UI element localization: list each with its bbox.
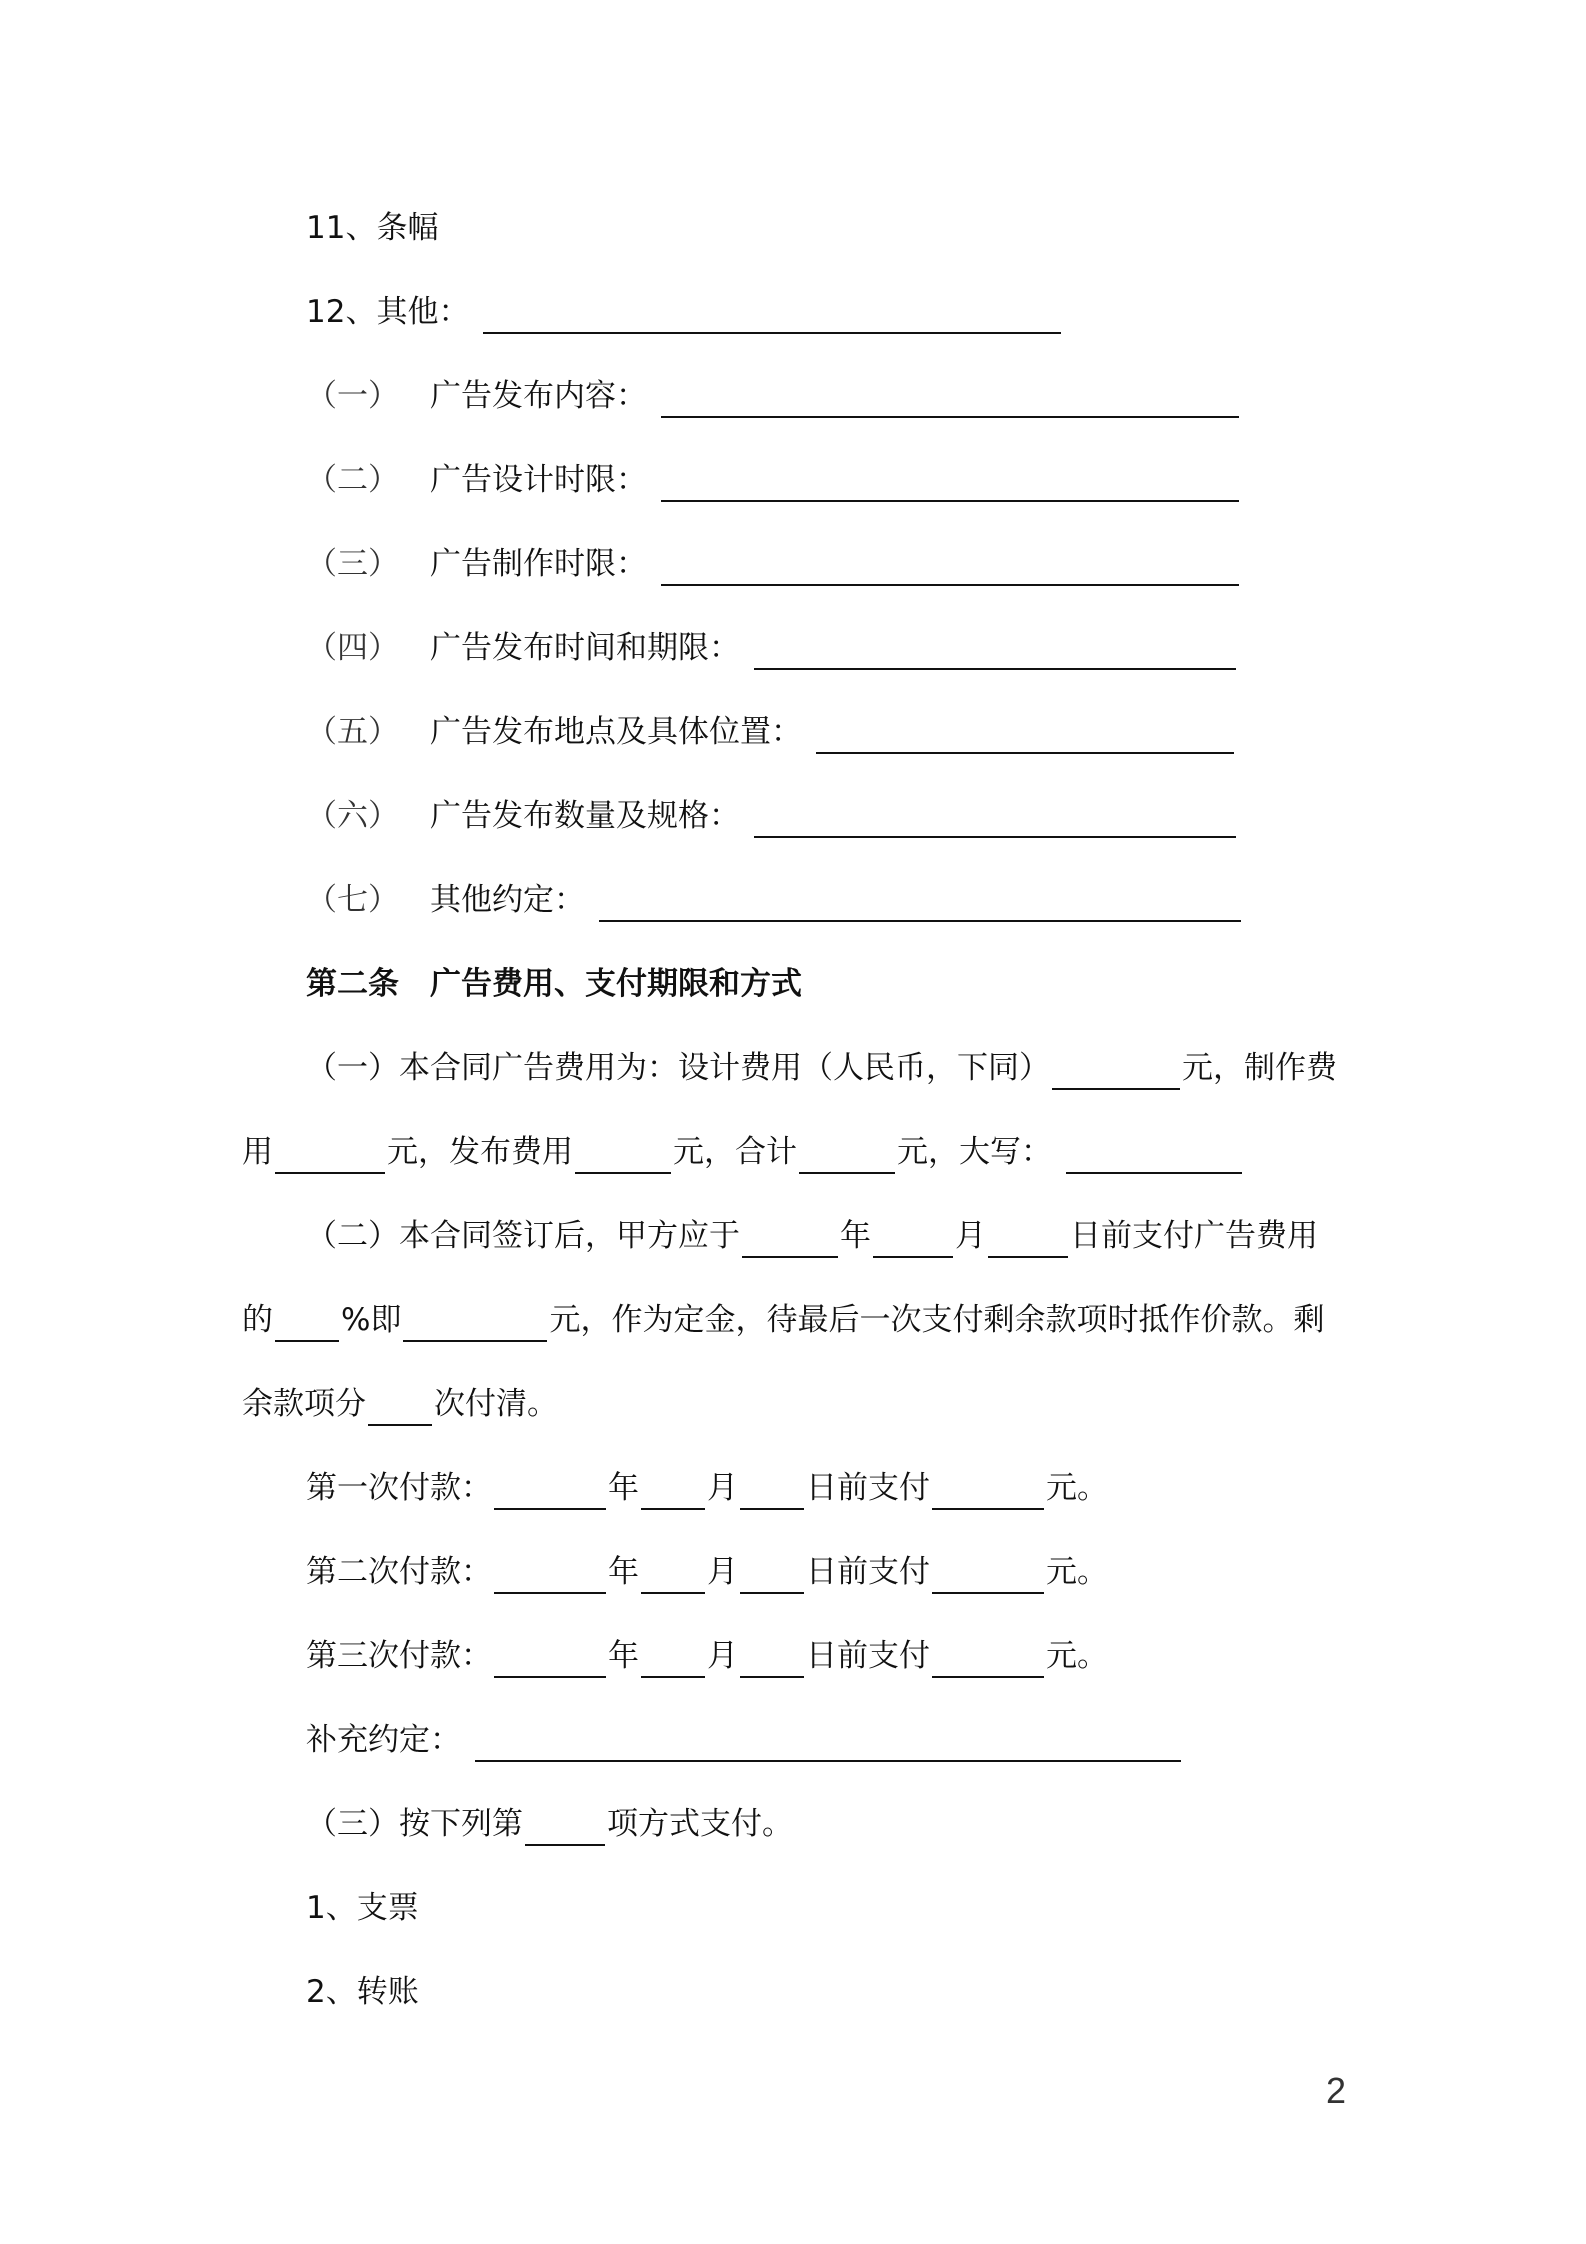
payment-day-blank[interactable] xyxy=(740,1472,804,1510)
method-check-label: 1、支票 xyxy=(306,1890,419,1926)
publish-fee-blank[interactable] xyxy=(575,1136,671,1174)
payment-day-blank[interactable] xyxy=(740,1556,804,1594)
sub-item-4 xyxy=(306,626,1236,670)
deposit-month-blank[interactable] xyxy=(873,1220,953,1258)
article-number: 第二条 xyxy=(306,966,399,1002)
deposit-paragraph-line-2 xyxy=(242,1298,1324,1342)
payment-year-blank[interactable] xyxy=(494,1640,606,1678)
payment-month-blank[interactable] xyxy=(641,1640,705,1678)
sub-item-label: 广告制作时限： xyxy=(430,546,647,582)
sub-item-label: 广告发布时间和期限： xyxy=(430,630,740,666)
payment-month-blank[interactable] xyxy=(641,1556,705,1594)
other-terms-blank[interactable] xyxy=(599,884,1241,922)
production-fee-blank[interactable] xyxy=(275,1136,385,1174)
quantity-blank[interactable] xyxy=(754,800,1236,838)
deposit-text: 月 xyxy=(955,1218,986,1254)
payment-label: 第二次付款： xyxy=(306,1554,492,1590)
supplement-label: 补充约定： xyxy=(306,1722,461,1758)
payment-year-blank[interactable] xyxy=(494,1472,606,1510)
deposit-text: 的 xyxy=(242,1302,273,1338)
sub-item-number: （一） xyxy=(306,378,399,414)
payment-row-1 xyxy=(306,1466,1108,1510)
design-period-blank[interactable] xyxy=(661,464,1239,502)
fee-text: 元，发布费用 xyxy=(387,1134,573,1170)
sub-item-number: （四） xyxy=(306,630,399,666)
supplement-blank[interactable] xyxy=(475,1724,1181,1762)
payment-row-2 xyxy=(306,1550,1108,1594)
payment-text: 月 xyxy=(707,1470,738,1506)
deposit-amount-blank[interactable] xyxy=(403,1304,547,1342)
payment-year-blank[interactable] xyxy=(494,1556,606,1594)
payment-text: 月 xyxy=(707,1638,738,1674)
sub-item-label: 广告发布数量及规格： xyxy=(430,798,740,834)
sub-item-number: （五） xyxy=(306,714,399,750)
sub-item-3 xyxy=(306,542,1239,586)
fee-paragraph-line-1 xyxy=(306,1046,1337,1090)
deposit-text: 余款项分 xyxy=(242,1386,366,1422)
deposit-percent-blank[interactable] xyxy=(275,1304,339,1342)
method-item-2 xyxy=(306,1970,419,2014)
fee-text: 元，制作费 xyxy=(1182,1050,1337,1086)
design-fee-blank[interactable] xyxy=(1052,1052,1180,1090)
page-number: 2 xyxy=(1326,2070,1347,2111)
payment-text: 元。 xyxy=(1046,1554,1108,1590)
payment-row-3 xyxy=(306,1634,1108,1678)
payment-text: 年 xyxy=(608,1470,639,1506)
deposit-text: 年 xyxy=(840,1218,871,1254)
payment-method-text: 项方式支付。 xyxy=(607,1806,793,1842)
sub-item-number: （七） xyxy=(306,882,399,918)
payment-text: 日前支付 xyxy=(806,1554,930,1590)
deposit-day-blank[interactable] xyxy=(988,1220,1068,1258)
sub-item-6 xyxy=(306,794,1236,838)
sub-item-number: （三） xyxy=(306,546,399,582)
deposit-text: 元，作为定金，待最后一次支付剩余款项时抵作价款。剩 xyxy=(549,1302,1325,1338)
payment-amount-blank[interactable] xyxy=(932,1556,1044,1594)
payment-text: 月 xyxy=(707,1554,738,1590)
deposit-text: 日前支付广告费用 xyxy=(1070,1218,1318,1254)
sub-item-label: 其他约定： xyxy=(430,882,585,918)
location-blank[interactable] xyxy=(816,716,1234,754)
fee-text: 用 xyxy=(242,1134,273,1170)
payment-text: 日前支付 xyxy=(806,1470,930,1506)
method-item-1 xyxy=(306,1886,419,1930)
supplement-row xyxy=(306,1718,1181,1762)
deposit-text: （二）本合同签订后，甲方应于 xyxy=(306,1218,740,1254)
sub-item-number: （六） xyxy=(306,798,399,834)
deposit-paragraph-line-3 xyxy=(242,1382,558,1426)
other-blank[interactable] xyxy=(483,296,1061,334)
payment-text: 元。 xyxy=(1046,1638,1108,1674)
deposit-paragraph-line-1 xyxy=(306,1214,1318,1258)
payment-amount-blank[interactable] xyxy=(932,1640,1044,1678)
publish-period-blank[interactable] xyxy=(754,632,1236,670)
payment-method-blank[interactable] xyxy=(525,1808,605,1846)
sub-item-number: （二） xyxy=(306,462,399,498)
method-transfer-label: 2、转账 xyxy=(306,1974,419,2010)
payment-method-text: （三）按下列第 xyxy=(306,1806,523,1842)
fee-text: （一）本合同广告费用为：设计费用（人民币，下同） xyxy=(306,1050,1050,1086)
payment-method-paragraph xyxy=(306,1802,793,1846)
sub-item-label: 广告发布内容： xyxy=(430,378,647,414)
list-item-11-text: 11、条幅 xyxy=(306,210,439,246)
fee-text: 元，大写： xyxy=(897,1134,1052,1170)
total-in-words-blank[interactable] xyxy=(1066,1136,1242,1174)
payment-label: 第一次付款： xyxy=(306,1470,492,1506)
deposit-text: %即 xyxy=(341,1302,402,1338)
list-item-12 xyxy=(306,290,1061,334)
sub-item-label: 广告发布地点及具体位置： xyxy=(430,714,802,750)
payment-day-blank[interactable] xyxy=(740,1640,804,1678)
content-blank[interactable] xyxy=(661,380,1239,418)
sub-item-2 xyxy=(306,458,1239,502)
deposit-text: 次付清。 xyxy=(434,1386,558,1422)
fee-text: 元，合计 xyxy=(673,1134,797,1170)
article-title: 广告费用、支付期限和方式 xyxy=(430,966,802,1002)
sub-item-7 xyxy=(306,878,1241,922)
sub-item-1 xyxy=(306,374,1239,418)
list-item-11 xyxy=(306,206,438,250)
sub-item-label: 广告设计时限： xyxy=(430,462,647,498)
payment-text: 年 xyxy=(608,1554,639,1590)
fee-paragraph-line-2 xyxy=(242,1130,1242,1174)
total-fee-blank[interactable] xyxy=(799,1136,895,1174)
payment-text: 年 xyxy=(608,1638,639,1674)
production-period-blank[interactable] xyxy=(661,548,1239,586)
payment-text: 元。 xyxy=(1046,1470,1108,1506)
installment-count-blank[interactable] xyxy=(368,1388,432,1426)
payment-amount-blank[interactable] xyxy=(932,1472,1044,1510)
payment-label: 第三次付款： xyxy=(306,1638,492,1674)
deposit-year-blank[interactable] xyxy=(742,1220,838,1258)
article-2-heading xyxy=(306,962,802,1006)
payment-text: 日前支付 xyxy=(806,1638,930,1674)
sub-item-5 xyxy=(306,710,1234,754)
payment-month-blank[interactable] xyxy=(641,1472,705,1510)
list-item-12-text: 12、其他： xyxy=(306,294,470,330)
